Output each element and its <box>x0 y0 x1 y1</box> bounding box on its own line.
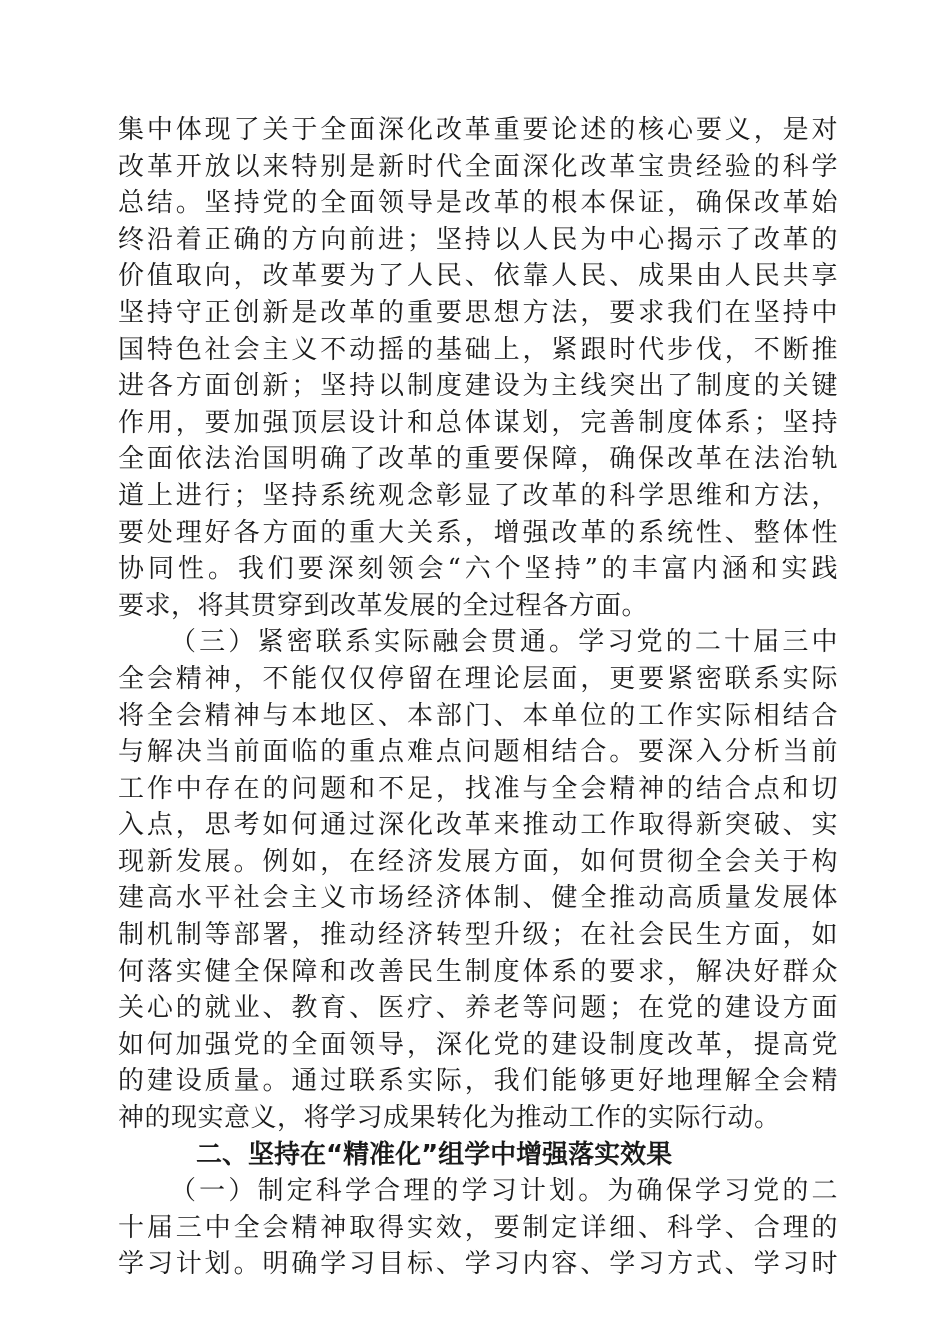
text-line: （一）制定科学合理的学习计划。为确保学习党的二 <box>170 1176 838 1207</box>
text-line: 如何加强党的全面领导，深化党的建设制度改革，提高党 <box>118 1029 838 1060</box>
text-line: 要求，将其贯穿到改革发展的全过程各方面。 <box>118 590 649 621</box>
text-line: 作用，要加强顶层设计和总体谋划，完善制度体系；坚持 <box>118 407 838 438</box>
text-line: 国特色社会主义不动摇的基础上，紧跟时代步伐，不断推 <box>118 334 838 365</box>
text-line: 价值取向，改革要为了人民、依靠人民、成果由人民共享 <box>118 261 838 292</box>
text-line: 建高水平社会主义市场经济体制、健全推动高质量发展体 <box>118 883 838 914</box>
text-line: 协同性。我们要深刻领会“六个坚持”的丰富内涵和实践 <box>118 554 838 585</box>
text-line: 集中体现了关于全面深化改革重要论述的核心要义，是对 <box>118 115 838 145</box>
text-line: 制机制等部署，推动经济转型升级；在社会民生方面，如 <box>118 920 838 951</box>
text-line: （三）紧密联系实际融会贯通。学习党的二十届三中 <box>170 627 838 658</box>
text-line: 终沿着正确的方向前进；坚持以人民为中心揭示了改革的 <box>118 224 838 255</box>
section-heading: 二、坚持在“精准化”组学中增强落实效果 <box>196 1139 673 1170</box>
text-line: 改革开放以来特别是新时代全面深化改革宝贵经验的科学 <box>118 151 838 182</box>
text-line: 全面依法治国明确了改革的重要保障，确保改革在法治轨 <box>118 444 838 475</box>
text-line: 与解决当前面临的重点难点问题相结合。要深入分析当前 <box>118 737 838 768</box>
text-line: 的建设质量。通过联系实际，我们能够更好地理解全会精 <box>118 1066 838 1097</box>
text-line: 将全会精神与本地区、本部门、本单位的工作实际相结合 <box>118 700 838 731</box>
text-line: 现新发展。例如，在经济发展方面，如何贯彻全会关于构 <box>118 846 838 877</box>
text-line: 学习计划。明确学习目标、学习内容、学习方式、学习时 <box>118 1249 838 1280</box>
text-line: 何落实健全保障和改善民生制度体系的要求，解决好群众 <box>118 956 838 987</box>
text-line: 十届三中全会精神取得实效，要制定详细、科学、合理的 <box>118 1212 838 1243</box>
document-body <box>118 112 838 1283</box>
text-line: 全会精神，不能仅仅停留在理论层面，更要紧密联系实际 <box>118 663 838 694</box>
text-line: 工作中存在的问题和不足，找准与全会精神的结合点和切 <box>118 773 838 804</box>
text-line: 道上进行；坚持系统观念彰显了改革的科学思维和方法， <box>118 480 838 511</box>
text-line: 关心的就业、教育、医疗、养老等问题；在党的建设方面 <box>118 993 838 1024</box>
text-line: 神的现实意义，将学习成果转化为推动工作的实际行动。 <box>118 1103 781 1134</box>
text-line: 坚持守正创新是改革的重要思想方法，要求我们在坚持中 <box>118 297 838 328</box>
text-line: 要处理好各方面的重大关系，增强改革的系统性、整体性 <box>118 517 838 548</box>
text-line: 总结。坚持党的全面领导是改革的根本保证，确保改革始 <box>118 188 838 219</box>
text-line: 入点，思考如何通过深化改革来推动工作取得新突破、实 <box>118 810 838 841</box>
text-line: 进各方面创新；坚持以制度建设为主线突出了制度的关键 <box>118 371 838 402</box>
